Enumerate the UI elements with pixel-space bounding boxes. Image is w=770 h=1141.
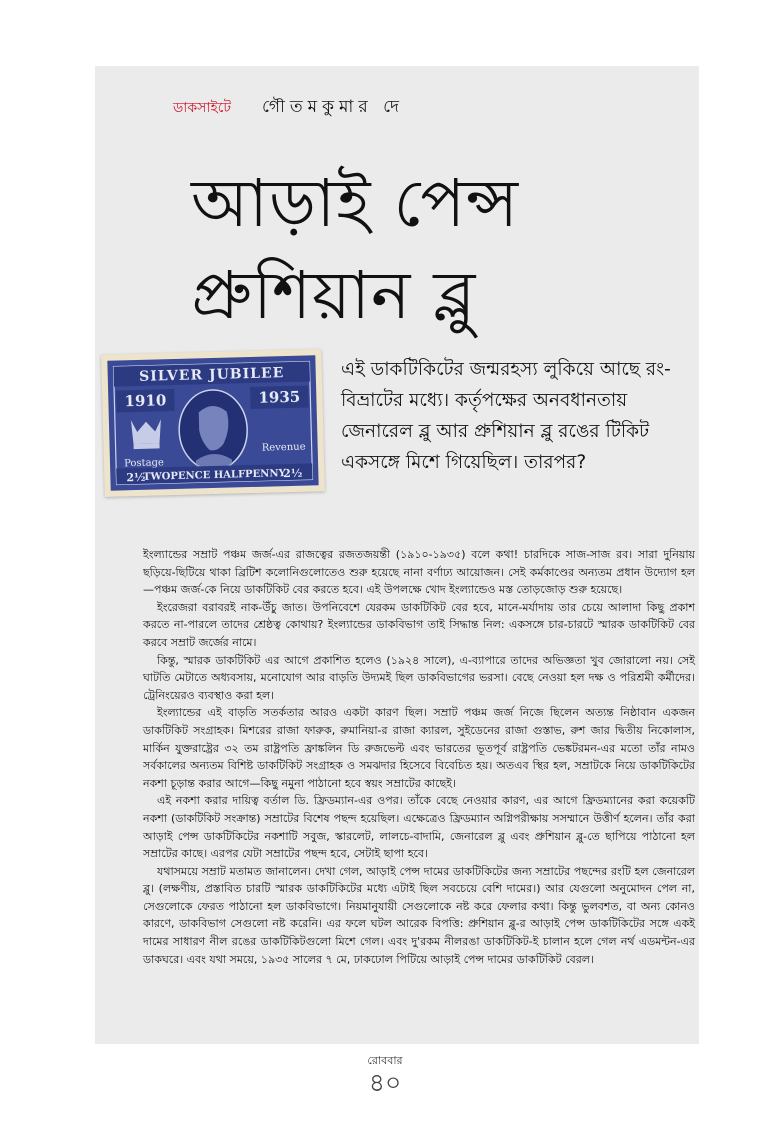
page-number: ৪০	[368, 1068, 402, 1097]
silver-jubilee-stamp-image	[101, 349, 325, 497]
title-line-2: প্রুশিয়ান ব্লু	[191, 257, 477, 334]
section-kicker: ডাকসাইটে	[173, 100, 232, 116]
body-paragraph: যথাসময়ে সম্রাট মতামত জানালেন। দেখা গেল, আড়াই পেন্স দামের ডাকটিকিটের জন্য সম্রাটের পছন্দের রংটি হল জেনারেল ব্লু। (লক্ষণীয়, প্রস্তাবিত চারটি স্মারক ডাকটিকিটের মধ্যে এটাই ছিল সবচেয়ে বেশি দামের।) আর যেগুলো অনুমোদন পেল না, সেগুলোকে ফেরত পাঠানো হল ডাকবিভাগে। নিয়মানুযায়ী সেগুলোকে নষ্ট করে ফেলার কথা। কিন্তু ভুলবশত, বা অন্য কোনও কারণে, ডাকবিভাগ সেগুলো নষ্ট করেনি। এর ফলে ঘটল আরেক বিপত্তি: প্রুশিয়ান ব্লু-র আড়াই পেন্স ডাকটিকিটের সঙ্গে একই দামের সাধারণ নীল রঙের ডাকটিকিটগুলো মিশে গেল। এবং দু'রকম নীলরঙা ডাকটিকিট-ই চালান হলে গেল নর্থ এডমন্টন-এর ডাকঘরে। এবং যথা সময়ে, ১৯৩৫ সালের ৭ মে, ঢাকঢোল পিটিয়ে আড়াই পেন্স দামের ডাকটিকিট বেরল।	[143, 864, 695, 966]
article-body	[143, 546, 695, 968]
stamp-illustration	[101, 349, 325, 497]
body-paragraph: কিন্তু, স্মারক ডাকটিকিট এর আগে প্রকাশিত হলেও (১৯২৪ সালে), এ-ব্যাপারে তাদের অভিজ্ঞতা খুব জোরালো নয়। সেই ঘাটতি মেটাতে অধ্যবসায়, মনোযোগ আর বাড়তি উদ্যমই ছিল ডাকবিভাগের ভরসা। বেছে নেওয়া হল দক্ষ ও পরিশ্রমী কর্মীদের। ট্রেনিংয়েরও ব্যবস্থাও করা হল।	[143, 653, 695, 702]
stamp-label-left: Postage	[124, 457, 165, 470]
author-name: গৌতমকুমার দে	[262, 97, 404, 117]
stamp-label-right: Revenue	[261, 441, 306, 454]
title-line-1: আড়াই পেন্স	[191, 165, 520, 242]
body-paragraph: ইংল্যান্ডের সম্রাট পঞ্চম জর্জ-এর রাজত্বের রজতজয়ন্তী (১৯১০-১৯৩৫) বলে কথা! চারদিকে সাজ-সাজ রব। সারা দুনিয়ায় ছড়িয়ে-ছিটিয়ে থাকা ব্রিটিশ কলোনিগুলোতেও শুরু হয়েছে নানা বর্ণাঢ্য আয়োজন। সেই কর্মকাণ্ডের অন্যতম প্রধান উদ্যোগ হল—পঞ্চম জর্জ-কে নিয়ে ডাকটিকিট বের করতে হবে। এই উপলক্ষে খোদ ইংল্যান্ডেও মস্ত তোড়জোড় শুরু হয়েছে।	[143, 548, 695, 597]
stamp-year-right: 1935	[258, 387, 301, 407]
stamp-top-text: SILVER JUBILEE	[138, 365, 285, 385]
body-paragraph: ইংল্যান্ডের এই বাড়তি সতর্কতার আরও একটা কারণ ছিল। সম্রাট পঞ্চম জর্জ নিজে ছিলেন অত্যন্ত নিষ্ঠাবান একজন ডাকটিকিট সংগ্রাহক। মিশরের রাজা ফারুক, রুমানিয়া-র রাজা ক্যারল, সুইডেনের রাজা গুস্তাভ, রুশ জার দ্বিতীয় নিকোলাস, মার্কিন যুক্তরাষ্ট্রের ৩২ তম রাষ্ট্রপতি ফ্রাঙ্কলিন ডি রুজভেল্ট এবং ভারতের ভূতপূর্ব রাষ্ট্রপতি ভেঙ্কটরমন-এর মতো তাঁর নামও সর্বকালের অন্যতম বিশিষ্ট ডাকটিকিট সংগ্রাহক ও সমঝদার হিসেবে বিবেচিত হয়। অতএব স্থির হল, সম্রাটকে নিয়ে ডাকটিকিটের নকশা চূড়ান্ত করার আগে—কিছু নমুনা পাঠানো হবে স্বয়ং সম্রাটের কাছেই।	[143, 706, 695, 790]
stamp-value-right: 2½	[283, 466, 303, 481]
intro-standfirst: এই ডাকটিকিটের জন্মরহস্য লুকিয়ে আছে রং-বিভ্রাটের মধ্যে। কর্তৃপক্ষের অনবধানতায় জেনারেল ব্লু আর প্রুশিয়ান ব্লু রঙের টিকিট একসঙ্গে মিশে গিয়েছিল। তারপর?	[341, 359, 671, 473]
stamp-bottom-text: TWOPENCE HALFPENNY	[142, 468, 286, 483]
article-title	[191, 158, 691, 342]
body-paragraph: ইংরেজরা বরাবরই নাক-উঁচু জাত। উপনিবেশে যেরকম ডাকটিকিট বের হবে, মানে-মর্যাদায় তার চেয়ে আলাদা কিছু প্রকাশ করতে না-পারলে তাদের শ্রেষ্ঠত্ব কোথায়? ইংল্যান্ডের ডাকবিভাগ তাই সিদ্ধান্ত নিল: একসঙ্গে চার-চারটে স্মারক ডাকটিকিট বের করবে সম্রাট জর্জের নামে।	[143, 600, 695, 649]
body-paragraph: এই নকশা করার দায়িত্ব বর্তাল ডি. ফ্রিডম্যান-এর ওপর। তাঁকে বেছে নেওয়ার কারণ, এর আগে ফ্রিডম্যানের করা কয়েকটি নকশা (ডাকটিকিট সংক্রান্ত) সম্রাটের বিশেষ পছন্দ হয়েছিল। এক্ষেত্রেও ফ্রিডম্যান অগ্নিপরীক্ষায় সসম্মানে উত্তীর্ণ হলেন। তাঁর করা আড়াই পেন্স ডাকটিকিটের নকশাটি সবুজ, স্কারলেট, লালচে-বাদামি, জেনারেল ব্লু এবং প্রুশিয়ান ব্লু-তে ছাপিয়ে পাঠানো হল সম্রাটের কাছে। এরপর যেটা সম্রাটের পছন্দ হবে, সেটাই ছাপা হবে।	[143, 794, 695, 861]
magazine-name: রোববার	[367, 1054, 403, 1067]
stamp-value-left: 2½	[126, 470, 146, 485]
article-page	[95, 66, 699, 1044]
stamp-year-left: 1910	[124, 391, 167, 411]
